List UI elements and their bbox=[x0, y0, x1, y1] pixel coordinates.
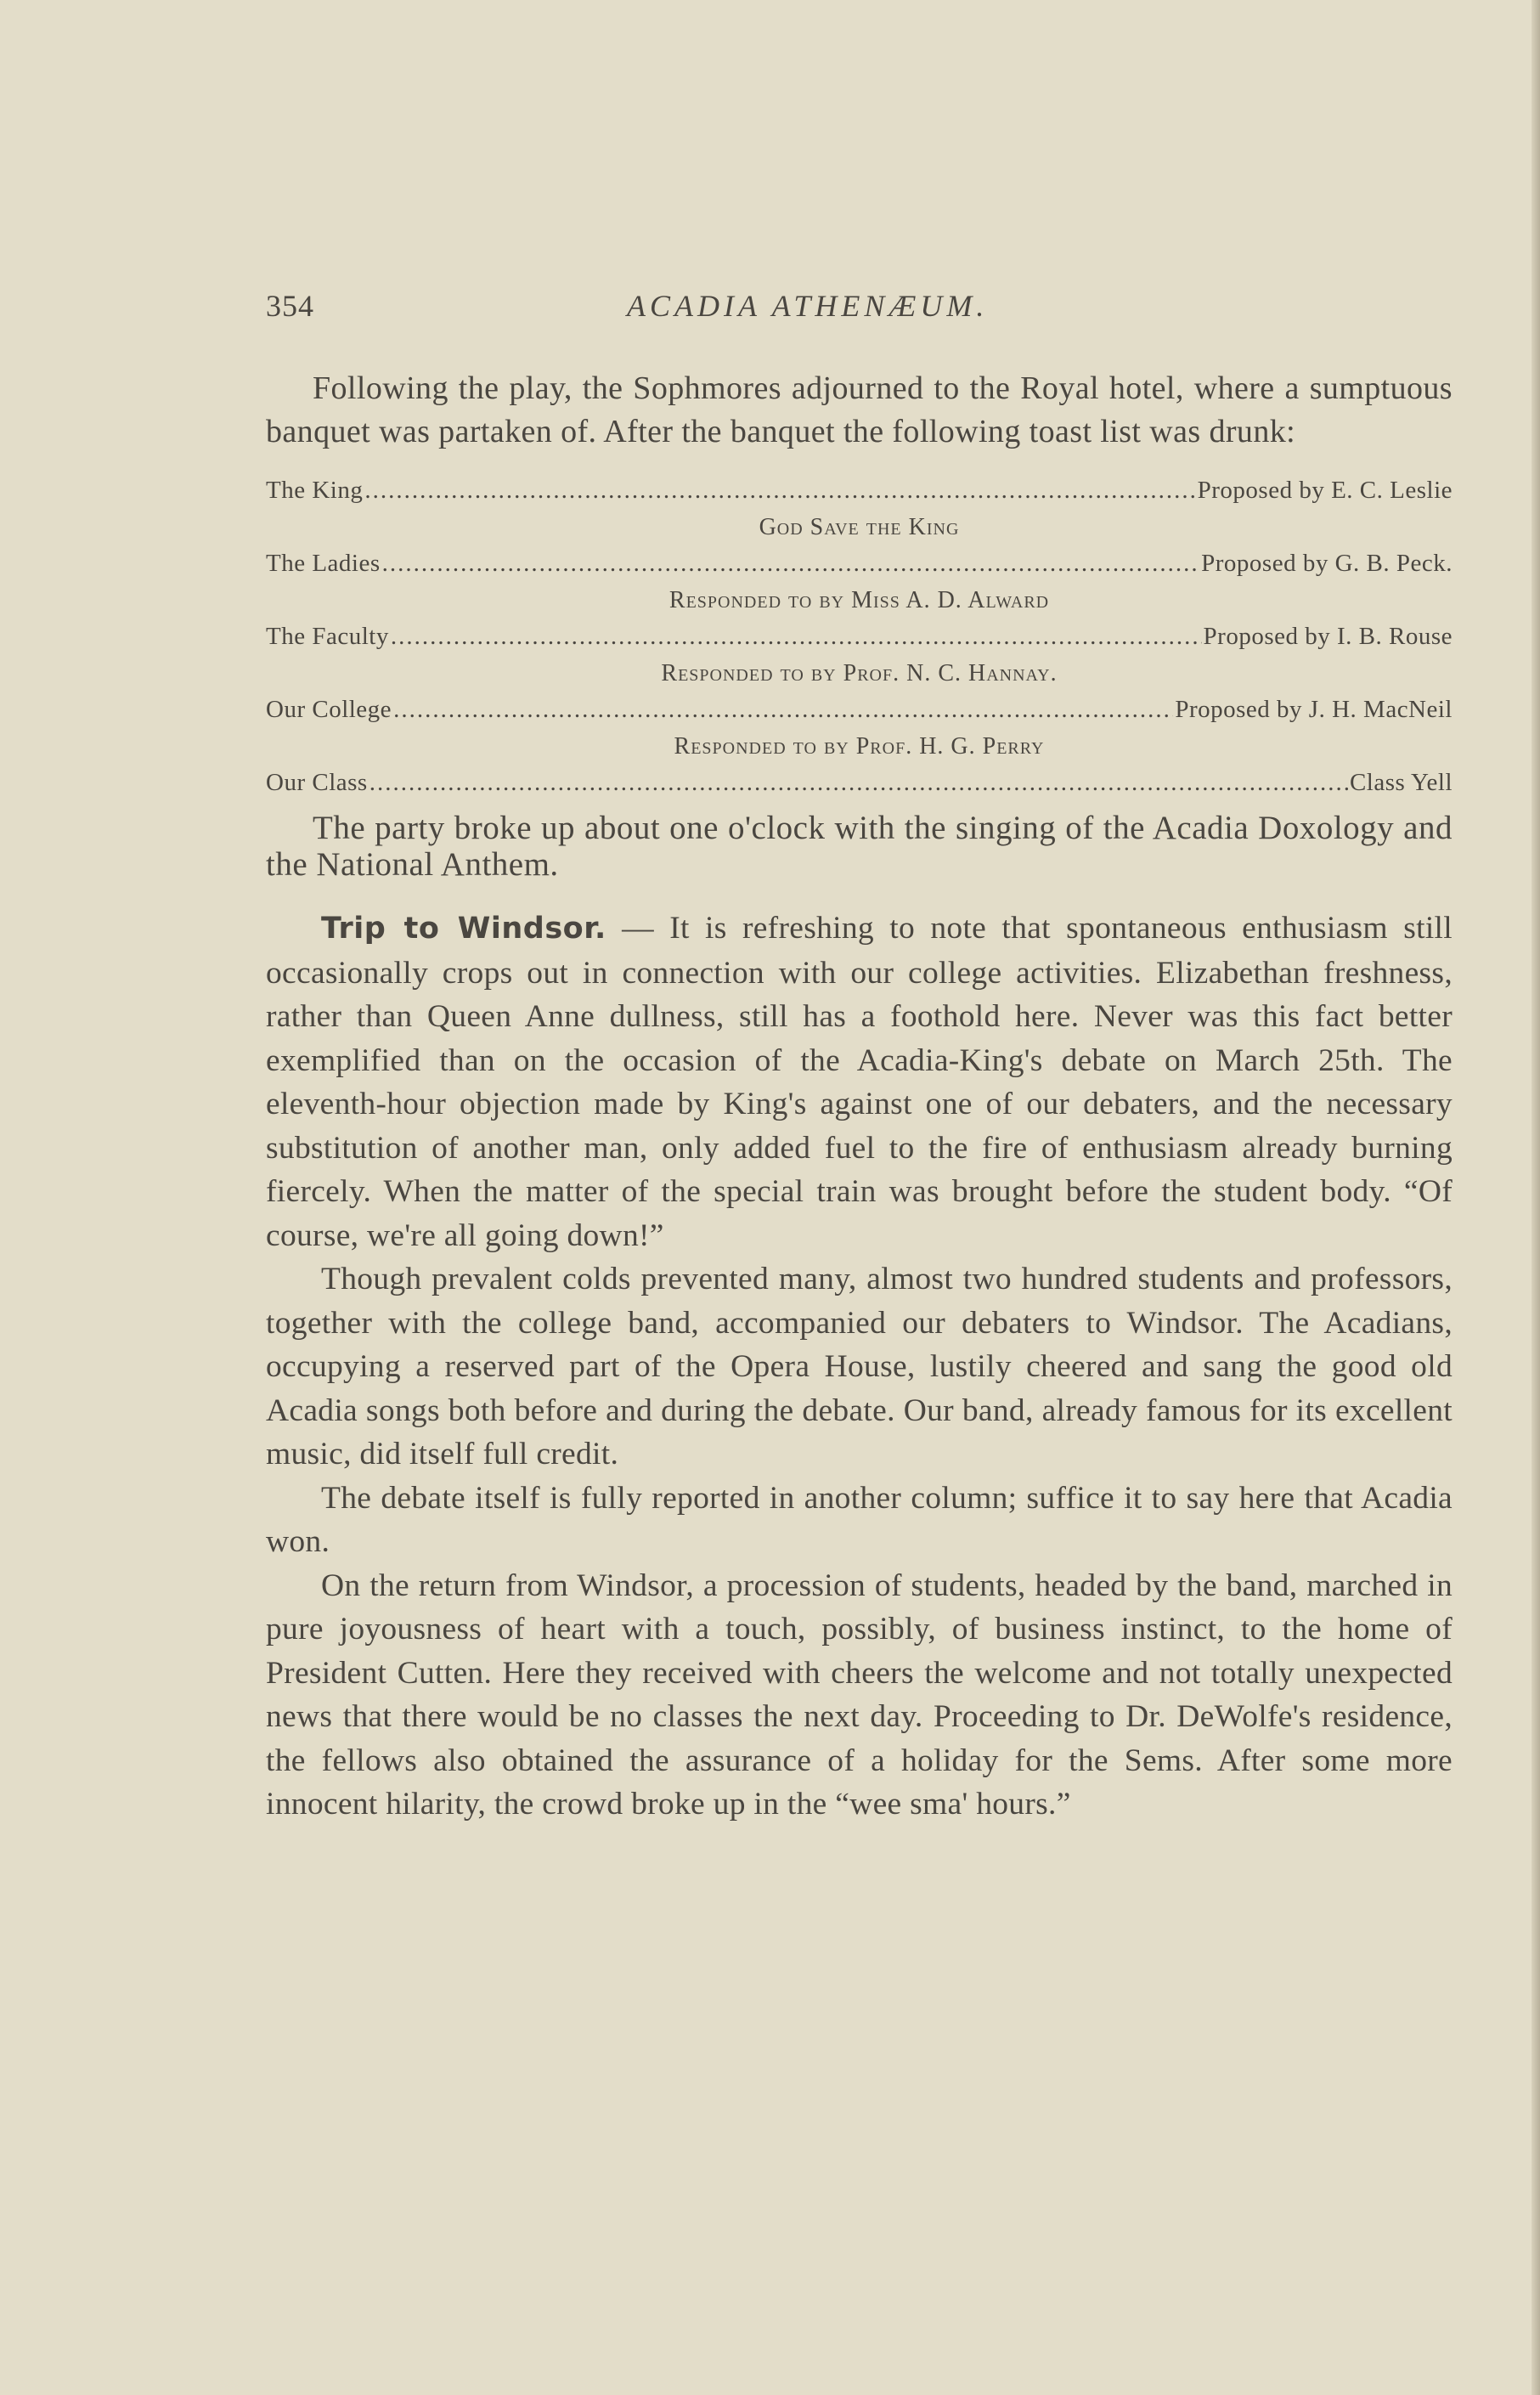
toast-proposer: Proposed by J. H. MacNeil bbox=[1175, 696, 1453, 723]
article-paragraph: On the return from Windsor, a procession of students, headed by the band, marched in pure joyousness of heart with a touch, possibly, of business instinct, to the home of President Cutten. Here they received with cheers the welcome and not totally unexpected news that there would be no classes the next day. Proceeding to Dr. DeWolfe's residence, the fellows also obtained the assurance of a holiday for the Sems. After some more innocent hilarity, the crowd broke up in the “wee sma' hours.” bbox=[266, 1567, 1453, 1822]
article-heading: Trip to Windsor. bbox=[321, 912, 606, 946]
page-number: 354 bbox=[266, 289, 314, 323]
article-paragraph bbox=[266, 907, 1453, 1257]
dot-leader bbox=[369, 765, 1348, 801]
toast-row bbox=[266, 545, 1453, 582]
toast-proposer: Proposed by E. C. Leslie bbox=[1197, 477, 1453, 504]
toast-row bbox=[266, 765, 1453, 801]
article-trip-to-windsor bbox=[266, 907, 1453, 1827]
toast-name: The Faculty bbox=[266, 623, 389, 650]
page-edge bbox=[1532, 0, 1540, 2395]
toast-row bbox=[266, 619, 1453, 655]
toast-proposer: Proposed by G. B. Peck. bbox=[1201, 550, 1453, 577]
toast-name: Our Class bbox=[266, 769, 368, 796]
toast-proposer: Proposed by I. B. Rouse bbox=[1203, 623, 1453, 650]
toast-response: God Save the King bbox=[759, 514, 960, 540]
running-title: ACADIA ATHENÆUM. bbox=[627, 289, 989, 323]
toast-name: Our College bbox=[266, 696, 392, 723]
toast-response: Responded to by Prof. H. G. Perry bbox=[674, 733, 1045, 760]
closing-paragraph: The party broke up about one o'clock with the singing of the Acadia Doxology and the National Anthem. bbox=[266, 810, 1453, 883]
article-paragraph: Though prevalent colds prevented many, almost two hundred students and professors, together with the college band, accompanied our debaters to Windsor. The Acadians, occupying a reserved part of the Opera House, lustily cheered and sang the good old Acadia songs both before and during the debate. Our band, already famous for its excellent music, did itself full credit. bbox=[266, 1262, 1453, 1471]
toast-name: The Ladies bbox=[266, 550, 381, 577]
page-content bbox=[266, 367, 1453, 1827]
dot-leader bbox=[393, 692, 1173, 728]
toast-row bbox=[266, 692, 1453, 728]
article-paragraph-text: It is refreshing to note that spontaneous enthusiasm still occasionally crops out in connection with our college activities. Elizabethan freshness, rather than Queen Anne dullness, still has a foothold here. Never was this fact better exemplified than on the occasion of the Acadia-King's debate on March 25th. The eleventh-hour objection made by King's against one of our debaters, and the necessary substitution of another man, only added fuel to the fire of enthusiasm already burning fiercely. When the matter of the special train was brought before the student body. “Of course, we're all going down!” bbox=[266, 911, 1453, 1253]
dot-leader bbox=[364, 472, 1195, 509]
toast-row bbox=[266, 472, 1453, 509]
dot-leader bbox=[382, 545, 1200, 582]
toast-proposer: Class Yell bbox=[1349, 769, 1453, 796]
dot-leader bbox=[391, 619, 1202, 655]
page-header bbox=[266, 285, 1453, 327]
toast-response: Responded to by Prof. N. C. Hannay. bbox=[661, 660, 1058, 686]
intro-paragraph: Following the play, the Sophmores adjourned to the Royal hotel, where a sumptuous banquet was partaken of. After the banquet the following toast list was drunk: bbox=[266, 370, 1453, 449]
toast-response: Responded to by Miss A. D. Alward bbox=[668, 587, 1050, 613]
article-paragraph: The debate itself is fully reported in another column; suffice it to say here that Acadia won. bbox=[266, 1480, 1453, 1559]
toast-name: The King bbox=[266, 477, 364, 504]
toast-list bbox=[266, 472, 1453, 801]
heading-separator: — bbox=[606, 911, 670, 946]
